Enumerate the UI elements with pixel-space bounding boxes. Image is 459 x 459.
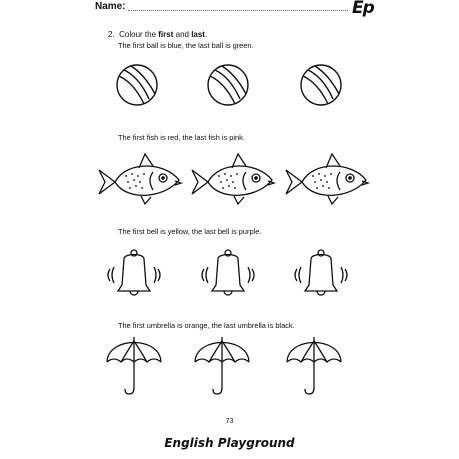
first-bell-picture xyxy=(108,250,160,295)
first-ball-picture xyxy=(117,65,157,105)
question-prefix: Colour the xyxy=(119,30,159,39)
middle-fish-picture xyxy=(192,154,274,204)
footer-brand: English Playground xyxy=(164,436,295,450)
bell-instruction: The first bell is yellow, the last bell is purple. xyxy=(118,227,262,236)
umbrella-instruction: The first umbrella is orange, the last umbrella is black. xyxy=(118,321,295,330)
question-last: last xyxy=(191,30,205,39)
question-first: first xyxy=(158,30,174,39)
middle-umbrella-picture xyxy=(195,337,249,394)
ball-instruction: The first ball is blue, the last ball is green. xyxy=(118,41,254,50)
last-fish-picture xyxy=(286,154,368,204)
first-umbrella-picture xyxy=(107,337,161,394)
question-mid: and xyxy=(173,30,192,39)
middle-bell-picture xyxy=(202,250,254,295)
last-bell-picture xyxy=(295,250,347,295)
ep-logo: Ep xyxy=(352,0,374,18)
question-number: 2. xyxy=(108,30,115,39)
question-suffix: . xyxy=(204,30,208,39)
last-ball-picture xyxy=(301,65,341,105)
middle-ball-picture xyxy=(208,65,248,105)
page-number: 73 xyxy=(225,418,234,425)
first-fish-picture xyxy=(99,154,181,204)
last-umbrella-picture xyxy=(287,337,341,394)
name-label: Name: xyxy=(95,1,126,12)
fish-instruction: The first fish is red, the last fish is pink. xyxy=(118,133,245,142)
